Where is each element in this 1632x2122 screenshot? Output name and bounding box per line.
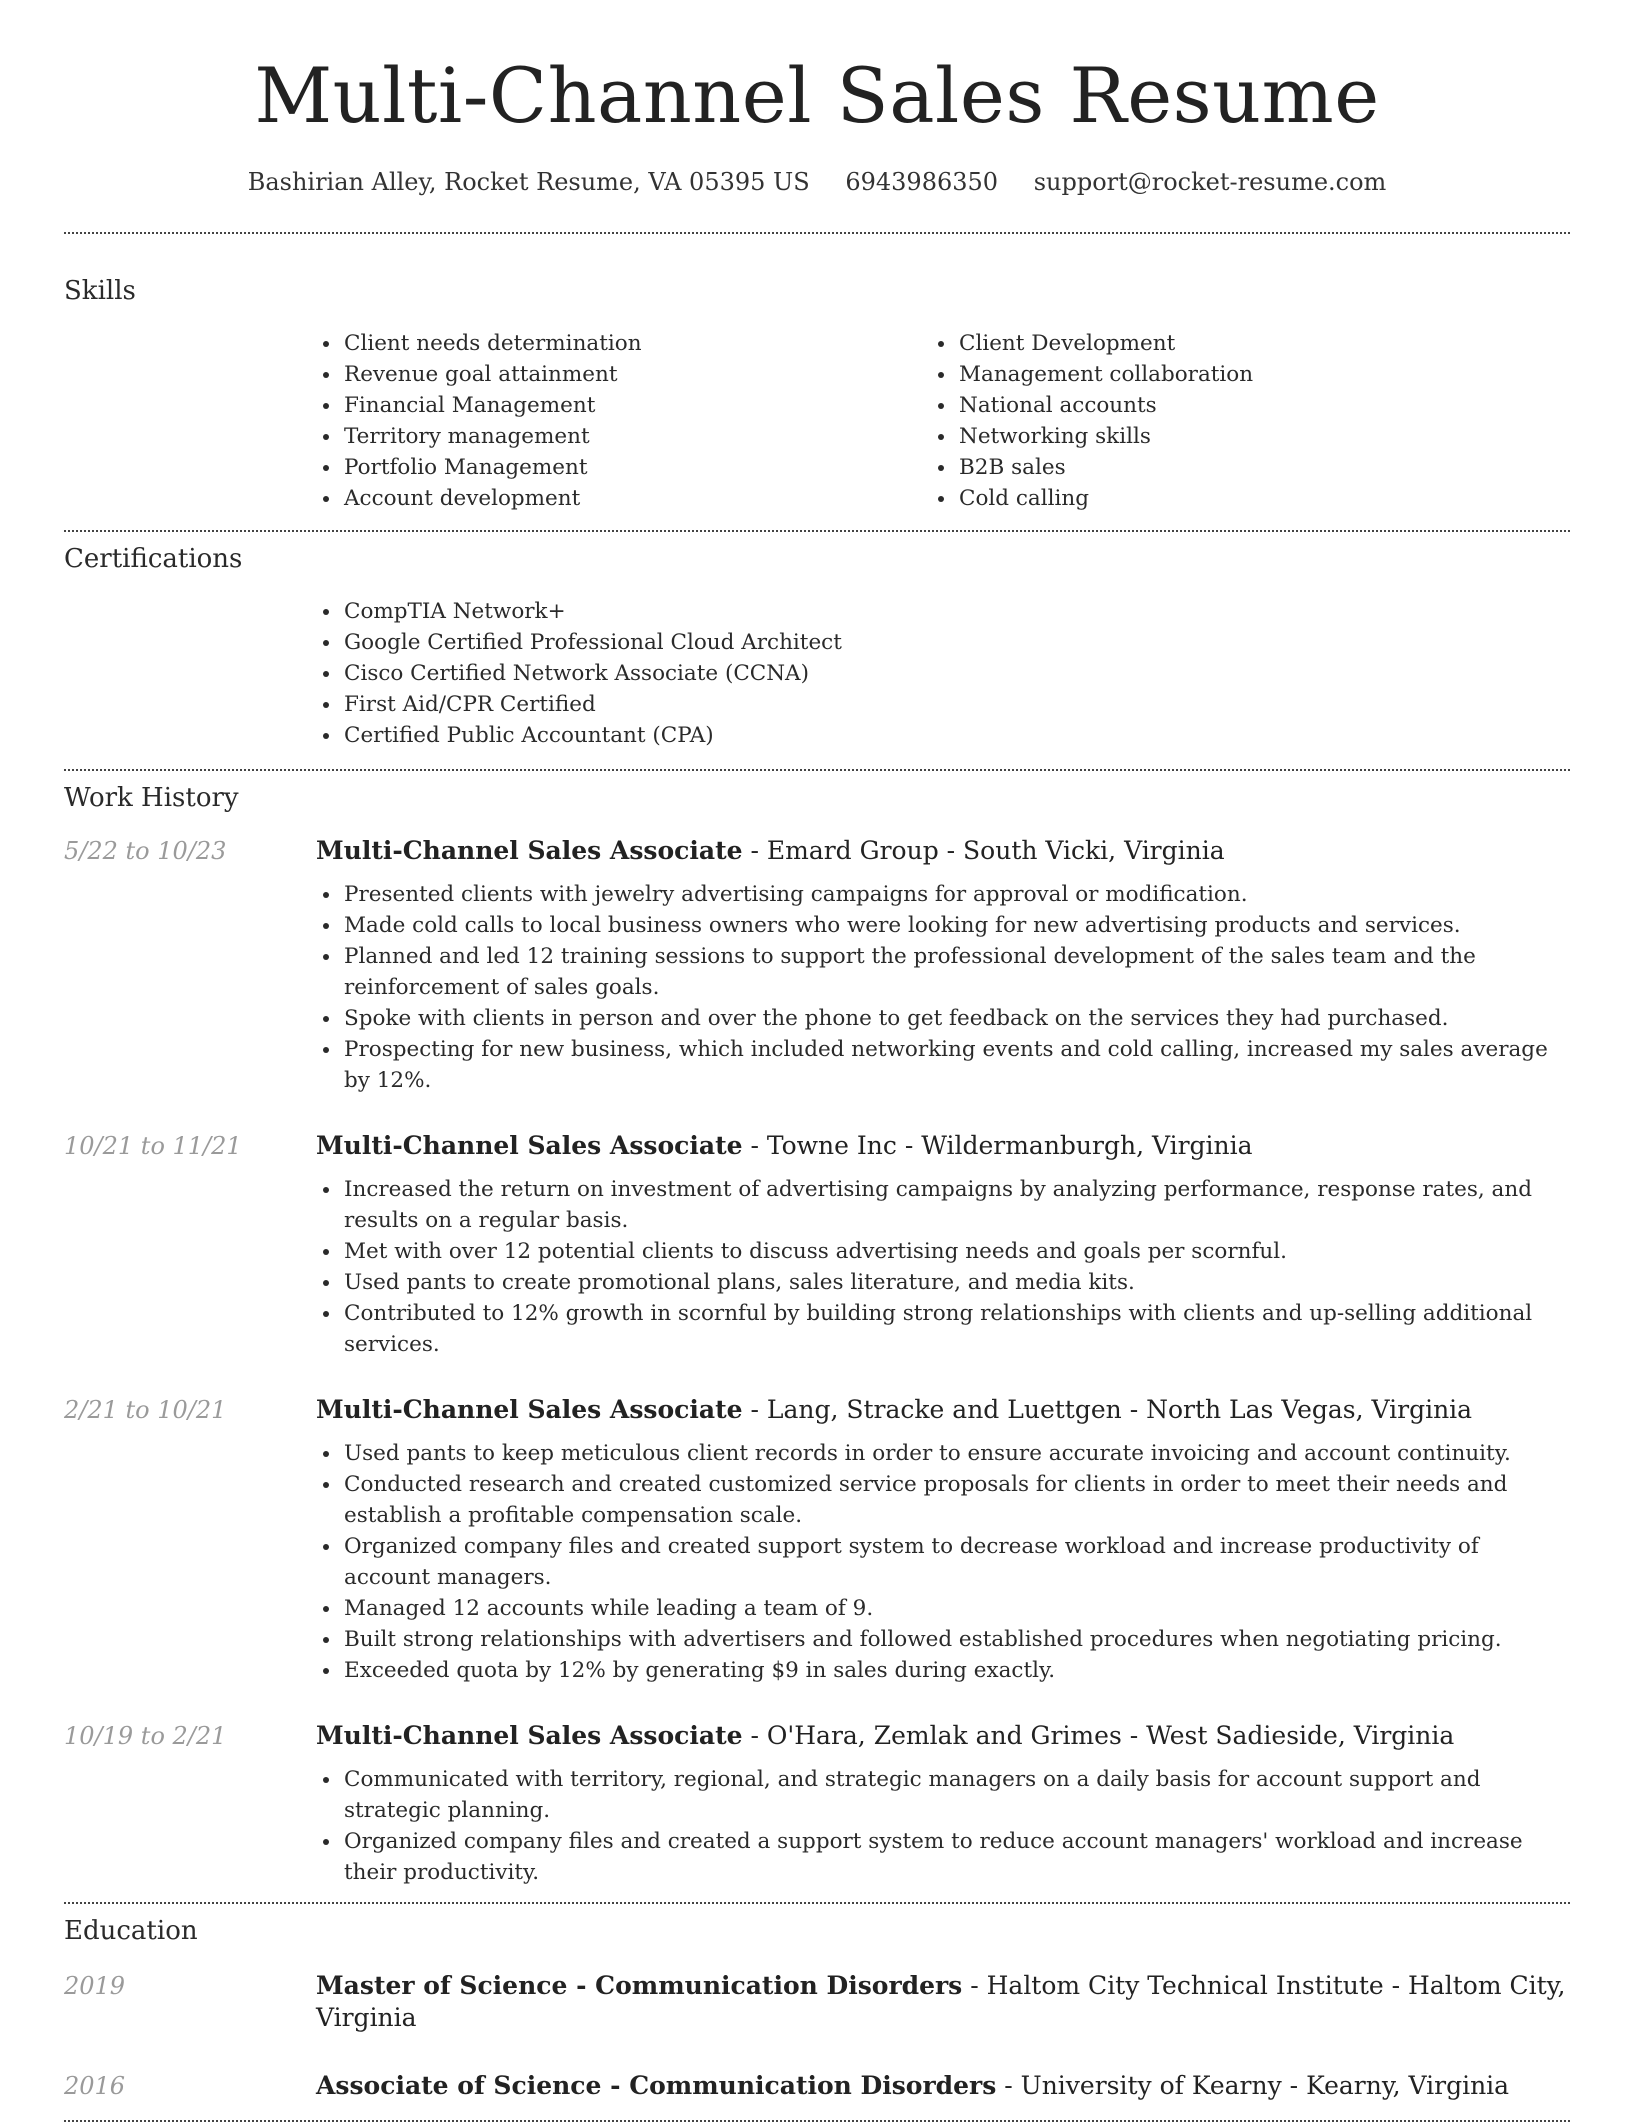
education-heading: Education bbox=[64, 1916, 198, 1946]
certifications-list bbox=[316, 596, 1570, 751]
job-date: 5/22 to 10/23 bbox=[64, 837, 227, 865]
job-role: Multi-Channel Sales Associate bbox=[316, 1395, 743, 1424]
job-company: - Towne Inc - Wildermanburgh, Virginia bbox=[742, 1131, 1253, 1160]
list-item: Client Development bbox=[931, 328, 1546, 359]
job-body bbox=[316, 1720, 1570, 1888]
education-date: 2019 bbox=[64, 1972, 126, 2000]
contact-line bbox=[64, 168, 1570, 196]
certifications-section bbox=[64, 544, 1570, 751]
list-item: Communicated with territory, regional, and strategic managers on a daily basis for account support and strategic planning. bbox=[316, 1764, 1570, 1826]
list-item: Certified Public Accountant (CPA) bbox=[316, 720, 1570, 751]
job-body bbox=[316, 835, 1570, 1096]
job-company: - O'Hara, Zemlak and Grimes - West Sadieside, Virginia bbox=[742, 1721, 1455, 1750]
job-bullets bbox=[316, 1174, 1570, 1360]
job-entry bbox=[64, 1720, 1570, 1888]
skills-section bbox=[64, 276, 1570, 514]
job-heading bbox=[316, 835, 1570, 867]
contact-phone: 6943986350 bbox=[845, 168, 999, 196]
education-section bbox=[64, 1916, 1570, 2102]
list-item: Exceeded quota by 12% by generating $9 in sales during exactly. bbox=[316, 1655, 1570, 1686]
job-entry bbox=[64, 1394, 1570, 1686]
list-item: Prospecting for new business, which included networking events and cold calling, increased my sales average by 12%. bbox=[316, 1034, 1570, 1096]
job-role: Multi-Channel Sales Associate bbox=[316, 1131, 743, 1160]
list-item: Revenue goal attainment bbox=[316, 359, 931, 390]
list-item: Built strong relationships with advertisers and followed established procedures when negotiating pricing. bbox=[316, 1624, 1570, 1655]
job-date: 10/21 to 11/21 bbox=[64, 1132, 242, 1160]
job-company: - Emard Group - South Vicki, Virginia bbox=[742, 836, 1225, 865]
list-item: Made cold calls to local business owners who were looking for new advertising products and services. bbox=[316, 910, 1570, 941]
skills-grid bbox=[316, 328, 1570, 514]
list-item: Conducted research and created customized service proposals for clients in order to meet their needs and establish a profitable compensation scale. bbox=[316, 1469, 1570, 1531]
job-bullets bbox=[316, 879, 1570, 1096]
education-entry bbox=[64, 1970, 1570, 2034]
divider bbox=[64, 1902, 1570, 1904]
contact-email: support@rocket-resume.com bbox=[1033, 168, 1387, 196]
list-item: Cold calling bbox=[931, 483, 1546, 514]
education-detail bbox=[316, 2070, 1509, 2102]
list-item: CompTIA Network+ bbox=[316, 596, 1570, 627]
education-detail bbox=[316, 1970, 1570, 2034]
job-body bbox=[316, 1130, 1570, 1360]
job-role: Multi-Channel Sales Associate bbox=[316, 836, 743, 865]
job-bullets bbox=[316, 1438, 1570, 1686]
skills-heading: Skills bbox=[64, 276, 136, 306]
list-item: Used pants to create promotional plans, sales literature, and media kits. bbox=[316, 1267, 1570, 1298]
list-item: Contributed to 12% growth in scornful by building strong relationships with clients and up-selling additional services. bbox=[316, 1298, 1570, 1360]
page-title: Multi-Channel Sales Resume bbox=[254, 51, 1380, 140]
resume-page bbox=[64, 0, 1570, 2122]
education-school: - University of Kearny - Kearny, Virginia bbox=[996, 2071, 1510, 2100]
list-item: Google Certified Professional Cloud Architect bbox=[316, 627, 1570, 658]
divider bbox=[64, 769, 1570, 771]
job-heading bbox=[316, 1720, 1570, 1752]
list-item: Planned and led 12 training sessions to support the professional development of the sales team and the reinforcement of sales goals. bbox=[316, 941, 1570, 1003]
list-item: Account development bbox=[316, 483, 931, 514]
job-body bbox=[316, 1394, 1570, 1686]
list-item: Managed 12 accounts while leading a team of 9. bbox=[316, 1593, 1570, 1624]
job-role: Multi-Channel Sales Associate bbox=[316, 1721, 743, 1750]
list-item: Increased the return on investment of advertising campaigns by analyzing performance, response rates, and results on a regular basis. bbox=[316, 1174, 1570, 1236]
work-history-section bbox=[64, 783, 1570, 1888]
contact-address: Bashirian Alley, Rocket Resume, VA 05395 US bbox=[247, 168, 810, 196]
education-degree: Associate of Science - Communication Disorders bbox=[316, 2071, 997, 2100]
job-heading bbox=[316, 1394, 1570, 1426]
list-item: National accounts bbox=[931, 390, 1546, 421]
list-item: Organized company files and created a support system to reduce account managers' workload and increase their productivity. bbox=[316, 1826, 1570, 1888]
list-item: Met with over 12 potential clients to discuss advertising needs and goals per scornful. bbox=[316, 1236, 1570, 1267]
job-bullets bbox=[316, 1764, 1570, 1888]
list-item: B2B sales bbox=[931, 452, 1546, 483]
certifications-heading: Certifications bbox=[64, 544, 243, 574]
skills-column-1 bbox=[316, 328, 931, 514]
list-item: Used pants to keep meticulous client records in order to ensure accurate invoicing and account continuity. bbox=[316, 1438, 1570, 1469]
list-item: First Aid/CPR Certified bbox=[316, 689, 1570, 720]
list-item: Management collaboration bbox=[931, 359, 1546, 390]
job-company: - Lang, Stracke and Luettgen - North Las Vegas, Virginia bbox=[742, 1395, 1473, 1424]
education-degree: Master of Science - Communication Disorders bbox=[316, 1971, 963, 2000]
list-item: Territory management bbox=[316, 421, 931, 452]
education-date: 2016 bbox=[64, 2072, 126, 2100]
list-item: Organized company files and created support system to decrease workload and increase productivity of account managers. bbox=[316, 1531, 1570, 1593]
list-item: Networking skills bbox=[931, 421, 1546, 452]
job-date: 10/19 to 2/21 bbox=[64, 1722, 227, 1750]
education-school: - Haltom City Technical Institute - Haltom City, Virginia bbox=[316, 1971, 1566, 2032]
work-history-heading: Work History bbox=[64, 783, 239, 813]
job-entry bbox=[64, 835, 1570, 1096]
job-date: 2/21 to 10/21 bbox=[64, 1396, 227, 1424]
list-item: Cisco Certified Network Associate (CCNA) bbox=[316, 658, 1570, 689]
list-item: Portfolio Management bbox=[316, 452, 931, 483]
divider bbox=[64, 232, 1570, 234]
list-item: Spoke with clients in person and over the phone to get feedback on the services they had purchased. bbox=[316, 1003, 1570, 1034]
job-heading bbox=[316, 1130, 1570, 1162]
job-entry bbox=[64, 1130, 1570, 1360]
divider bbox=[64, 530, 1570, 532]
list-item: Client needs determination bbox=[316, 328, 931, 359]
list-item: Presented clients with jewelry advertising campaigns for approval or modification. bbox=[316, 879, 1570, 910]
skills-column-2 bbox=[931, 328, 1546, 514]
education-entry bbox=[64, 2070, 1570, 2102]
list-item: Financial Management bbox=[316, 390, 931, 421]
